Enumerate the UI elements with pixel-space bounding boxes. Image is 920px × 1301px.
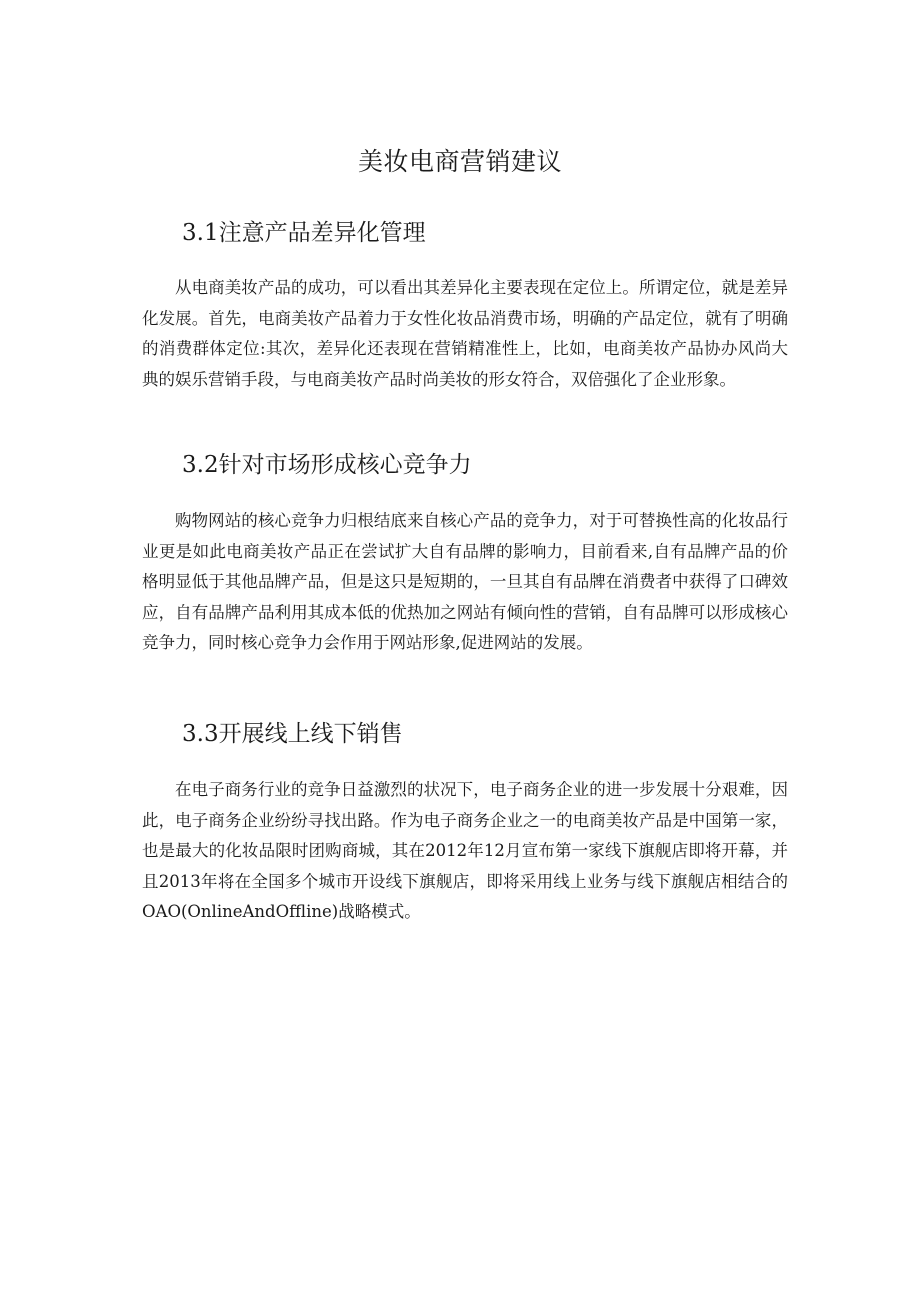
section-paragraph-3-1: 从电商美妆产品的成功，可以看出其差异化主要表现在定位上。所谓定位，就是差异化发展。首先，电商美妆产品着力于女性化妆品消费市场，明确的产品定位，就有了明确的消费群体定位:其次，差异化还表现在营销精准性上，比如，电商美妆产品协办风尚大典的娱乐营销手段，与电商美妆产品时尚美妆的形女符合，双倍强化了企业形象。 [142,278,788,389]
section-heading-3-2: 3.2针对市场形成核心竞争力 [182,452,472,478]
document-title: 美妆电商营销建议 [357,147,562,176]
section-heading-3-1: 3.1注意产品差异化管理 [182,220,426,246]
section-paragraph-3-2: 购物网站的核心竞争力归根结底来自核心产品的竞争力，对于可替换性高的化妆品行业更是如此电商美妆产品正在尝试扩大自有品牌的影响力，目前看来,自有品牌产品的价格明显低于其他品牌产品，但是这只是短期的，一旦其自有品牌在消费者中获得了口碑效应，自有品牌产品利用其成本低的优热加之网站有倾向性的营销，自有品牌可以形成核心竞争力，同时核心竞争力会作用于网站形象,促进网站的发展。 [142,511,788,652]
section-paragraph-3-3: 在电子商务行业的竞争日益激烈的状况下，电子商务企业的进一步发展十分艰难，因此，电子商务企业纷纷寻找出路。作为电子商务企业之一的电商美妆产品是中国第一家，也是最大的化妆品限时团购商城，其在2012年12月宣布第一家线下旗舰店即将开幕，并且2013年将在全国多个城市开设线下旗舰店，即将采用线上业务与线下旗舰店相结合的OAO(OnlineAndOffline)战略模式。 [142,780,788,921]
section-heading-3-3: 3.3开展线上线下销售 [182,721,403,747]
